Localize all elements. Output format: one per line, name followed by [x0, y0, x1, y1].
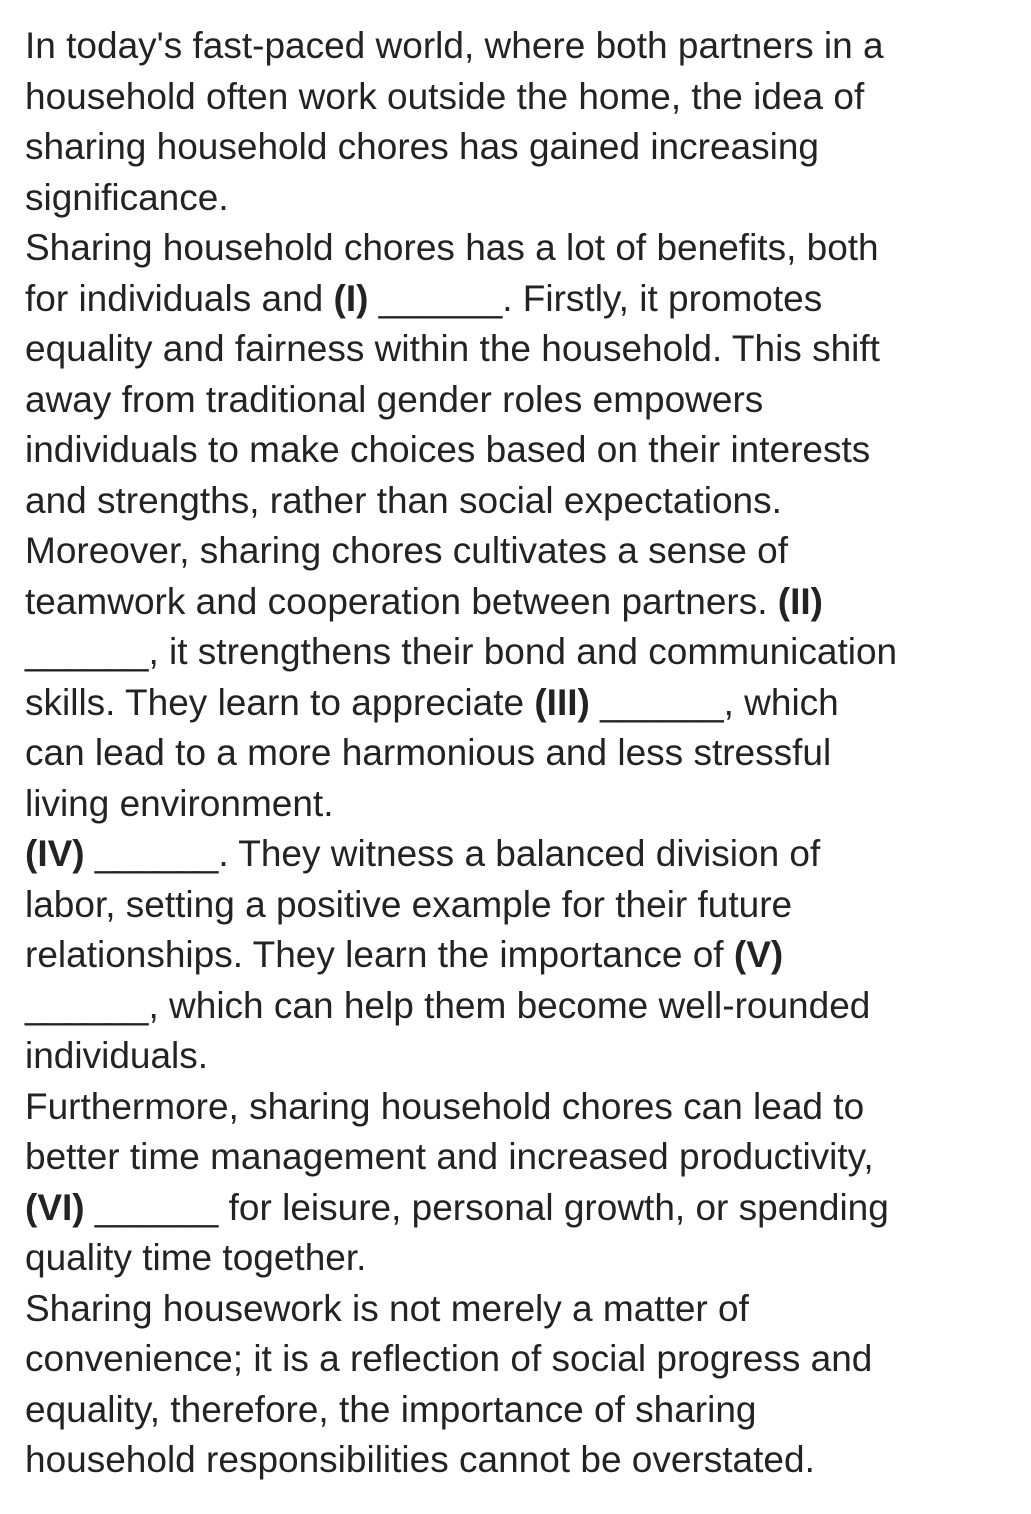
blank-label: (VI) — [25, 1186, 85, 1228]
text-line — [25, 72, 1015, 123]
text-segment: ______ for leisure, personal growth, or spending — [84, 1186, 889, 1228]
text-line — [25, 122, 1015, 173]
text-segment: better time management and increased productivity, — [25, 1136, 874, 1177]
text-line — [25, 476, 1015, 527]
text-segment: can lead to a more harmonious and less stressful — [25, 732, 832, 773]
text-segment: away from traditional gender roles empowers — [25, 378, 764, 420]
text-line — [25, 1334, 1015, 1385]
text-segment: household responsibilities cannot be overstated. — [25, 1439, 815, 1480]
text-segment: household often work outside the home, the idea of — [25, 75, 865, 117]
text-segment: sharing household chores has gained increasing — [25, 126, 819, 167]
text-segment: ______. They witness a balanced division of — [84, 833, 821, 874]
text-line — [25, 627, 1015, 678]
text-segment: teamwork and cooperation between partners. — [25, 580, 778, 622]
text-segment: ______, which — [589, 681, 839, 723]
text-line — [25, 324, 1015, 375]
blank-label: (I) — [333, 277, 369, 319]
text-line — [25, 274, 1015, 325]
text-segment: individuals to make choices based on their interests — [25, 429, 871, 470]
text-line — [25, 779, 1015, 830]
passage-text — [25, 21, 1015, 1486]
text-segment: and strengths, rather than social expectations. — [25, 479, 782, 521]
text-line — [25, 1132, 1015, 1183]
text-segment: significance. — [25, 176, 229, 218]
blank-label: (III) — [534, 681, 590, 723]
text-line — [25, 829, 1015, 880]
text-segment: Sharing household chores has a lot of benefits, both — [25, 227, 879, 268]
text-line — [25, 1233, 1015, 1284]
blank-label: (IV) — [25, 833, 85, 874]
text-line — [25, 21, 1015, 72]
text-segment: ______. Firstly, it promotes — [368, 277, 823, 319]
text-line — [25, 173, 1015, 224]
text-segment: relationships. They learn the importance of — [25, 934, 734, 975]
text-segment: ______, it strengthens their bond and communication — [25, 631, 898, 672]
text-line — [25, 1385, 1015, 1436]
text-line — [25, 728, 1015, 779]
text-segment: for individuals and — [25, 277, 334, 319]
text-segment: In today's fast-paced world, where both partners in a — [25, 25, 884, 66]
text-line — [25, 981, 1015, 1032]
text-line — [25, 930, 1015, 981]
text-segment: skills. They learn to appreciate — [25, 681, 535, 723]
text-line — [25, 375, 1015, 426]
text-segment: equality, therefore, the importance of sharing — [25, 1388, 757, 1430]
text-segment: quality time together. — [25, 1237, 367, 1278]
text-line — [25, 880, 1015, 931]
text-line — [25, 577, 1015, 628]
text-line — [25, 526, 1015, 577]
text-line — [25, 1031, 1015, 1082]
text-segment: convenience; it is a reflection of social progress and — [25, 1338, 873, 1379]
text-line — [25, 223, 1015, 274]
text-segment: Moreover, sharing chores cultivates a sense of — [25, 530, 788, 571]
text-segment: equality and fairness within the household. This shift — [25, 328, 880, 369]
text-segment: living environment. — [25, 782, 334, 824]
text-segment: ______, which can help them become well-rounded — [25, 984, 871, 1026]
text-segment: individuals. — [25, 1035, 209, 1076]
text-segment: Sharing housework is not merely a matter of — [25, 1287, 749, 1329]
blank-label: (V) — [733, 934, 784, 975]
text-line — [25, 425, 1015, 476]
text-line — [25, 1183, 1015, 1234]
text-segment: Furthermore, sharing household chores can lead to — [25, 1085, 865, 1127]
text-line — [25, 678, 1015, 729]
text-line — [25, 1284, 1015, 1335]
blank-label: (II) — [777, 580, 823, 622]
text-line — [25, 1435, 1015, 1486]
text-segment: labor, setting a positive example for their future — [25, 883, 793, 925]
text-line — [25, 1082, 1015, 1133]
